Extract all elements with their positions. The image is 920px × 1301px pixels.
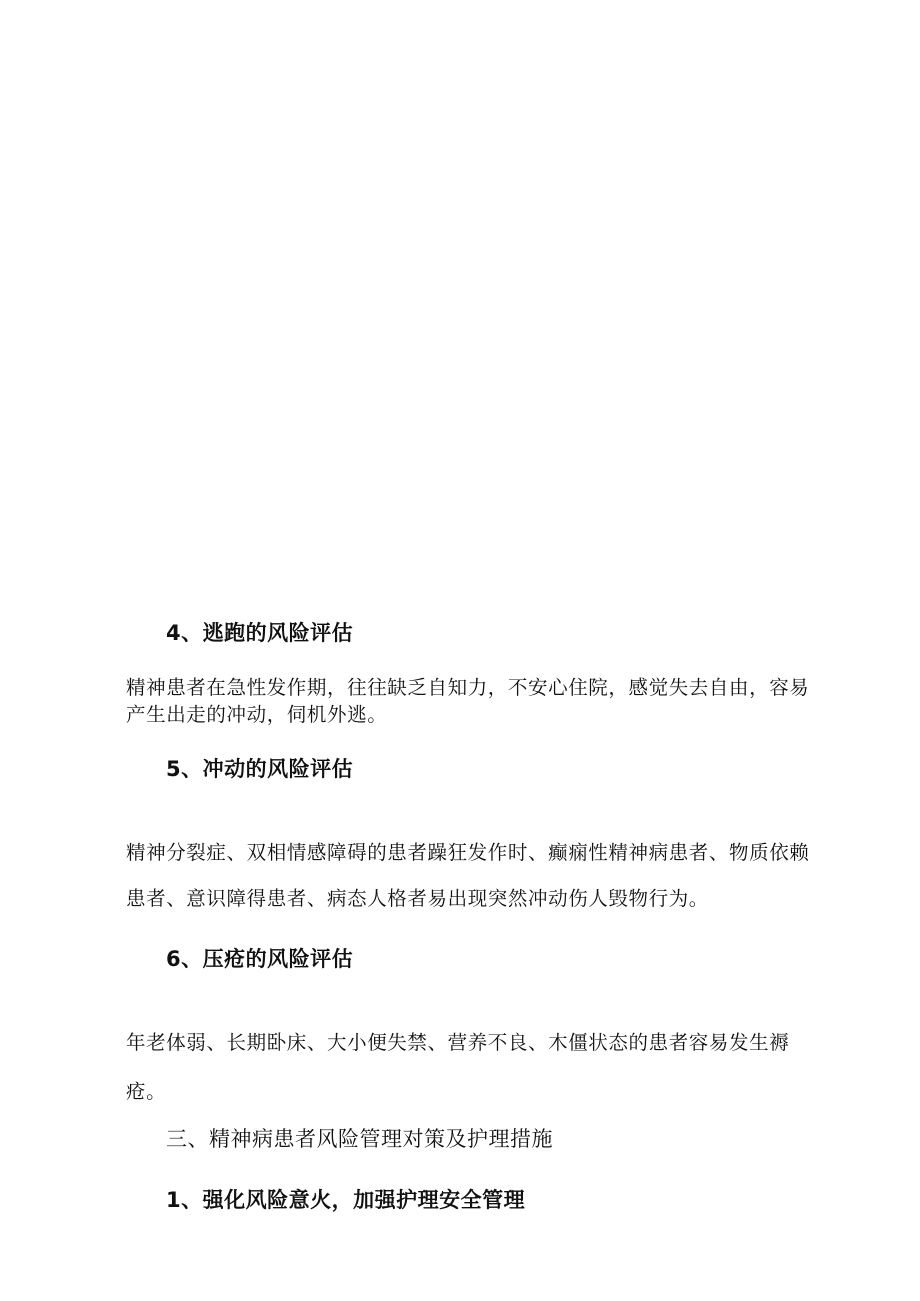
paragraph-line: 疮。	[126, 1080, 167, 1103]
section-heading-impulse-risk: 5、冲动的风险评估	[166, 757, 354, 781]
subsection-heading: 1、强化风险意火，加强护理安全管理	[166, 1188, 526, 1212]
paragraph-line: 产生出走的冲动，伺机外逃。	[126, 703, 388, 726]
part-three-heading: 三、精神病患者风险管理对策及护理措施	[166, 1127, 553, 1151]
paragraph-line: 年老体弱、长期卧床、大小便失禁、营养不良、木僵状态的患者容易发生褥	[126, 1031, 790, 1054]
paragraph-line: 精神患者在急性发作期，往往缺乏自知力，不安心住院，感觉失去自由，容易	[126, 676, 810, 699]
paragraph-line: 精神分裂症、双相情感障碍的患者躁狂发作时、癫痫性精神病患者、物质依赖	[126, 841, 810, 864]
section-heading-pressure-sore-risk: 6、压疮的风险评估	[166, 947, 354, 971]
section-heading-escape-risk: 4、逃跑的风险评估	[166, 621, 354, 645]
paragraph-line: 患者、意识障得患者、病态人格者易出现突然冲动伤人毁物行为。	[126, 887, 709, 910]
